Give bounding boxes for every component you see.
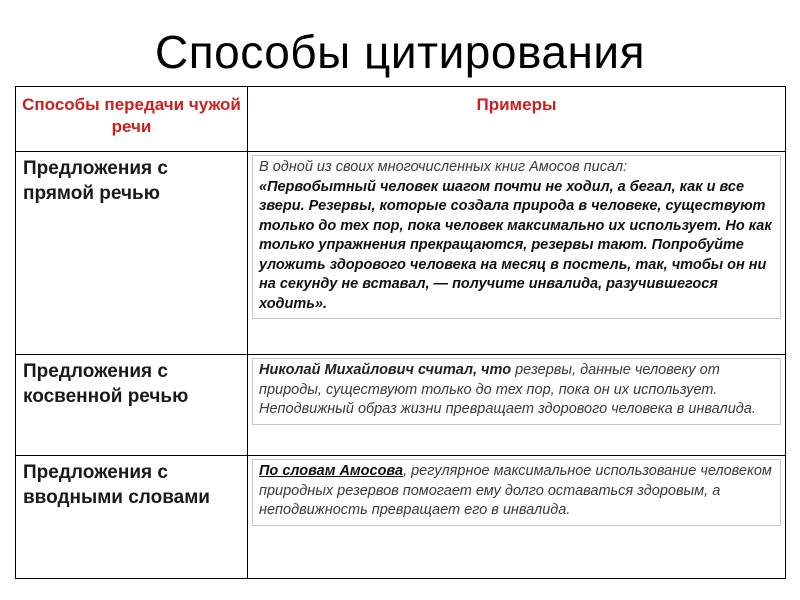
table-row bbox=[16, 355, 786, 456]
method-cell bbox=[16, 152, 248, 355]
example-cell bbox=[248, 456, 786, 579]
example-text-box bbox=[252, 358, 781, 425]
method-label: Предложения с косвенной речью bbox=[23, 361, 189, 407]
method-cell bbox=[16, 355, 248, 456]
method-label: Предложения с прямой речью bbox=[23, 158, 168, 204]
header-methods-label: Способы передачи чужой речи bbox=[22, 95, 241, 136]
header-cell-examples bbox=[248, 87, 786, 152]
table-row bbox=[16, 152, 786, 355]
method-cell bbox=[16, 456, 248, 579]
table-row bbox=[16, 456, 786, 579]
header-cell-methods bbox=[16, 87, 248, 152]
header-examples-label: Примеры bbox=[476, 95, 557, 114]
example-text-box bbox=[252, 155, 781, 319]
example-lead: В одной из своих многочисленных книг Амосов писал: bbox=[259, 159, 628, 175]
example-cell bbox=[248, 152, 786, 355]
example-body: , регулярное максимальное использование человеком природных резервов помогает ему долго оставаться здоровым, а неподвижность превращает его в инвалида. bbox=[259, 463, 772, 518]
citation-methods-table bbox=[15, 86, 786, 579]
method-label: Предложения с вводными словами bbox=[23, 462, 210, 508]
example-cell bbox=[248, 355, 786, 456]
slide-title: Способы цитирования bbox=[155, 26, 645, 78]
example-quote: «Первобытный человек шагом почти не ходил, а бегал, как и все звери. Резервы, которые создала природа в человеке, существуют только до тех пор, пока человек максимально их использует. Но как только упражнения прекращаются, резервы тают. Попробуйте уложить здорового человека на месяц в постель, так, чтобы он ни на секунду не вставал, — получите инвалида, разучившегося ходить». bbox=[259, 178, 772, 312]
example-text-box bbox=[252, 459, 781, 526]
example-introductory-words: По словам Амосова bbox=[259, 463, 404, 479]
example-body: резервы, данные человеку от природы, существуют только до тех пор, пока он их использует. Неподвижный образ жизни превращает здорового человека в инвалида. bbox=[259, 362, 756, 417]
example-attribution: Николай Михайлович считал, что bbox=[259, 362, 512, 378]
